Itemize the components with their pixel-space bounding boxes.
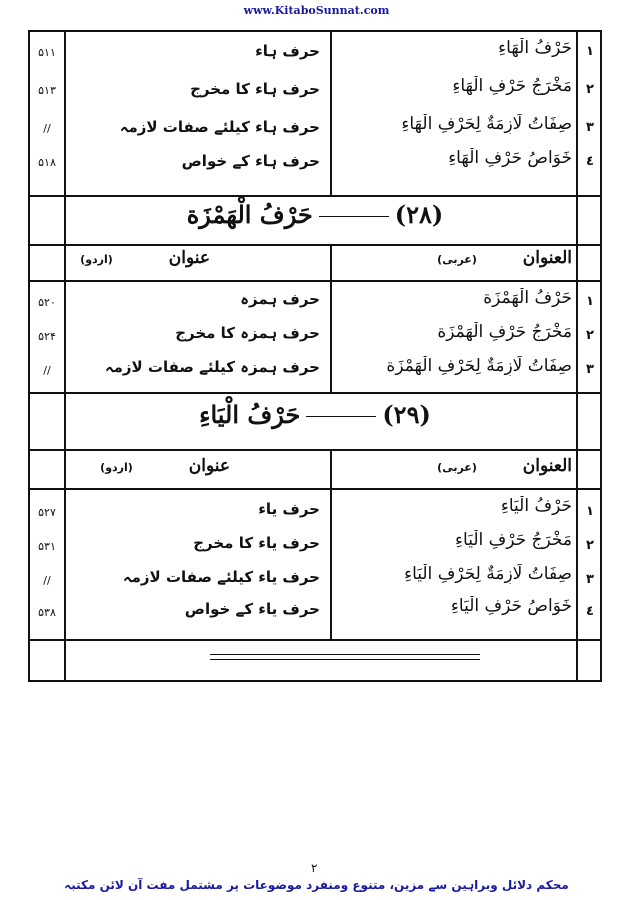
column-header-urdu [70,248,320,268]
header-underline [30,488,600,490]
row-number: ٤ [586,604,594,619]
column-divider-page [64,32,66,680]
arabic-title: صِفَاتُ لَازِمَةٌ لِحَرْفِ الْيَاءِ [404,564,572,584]
arabic-title: مَخْرَجُ حَرْفِ الْهَاءِ [452,76,572,96]
section-separator [30,195,600,197]
index-table [28,30,602,682]
header-sub: (عربی) [437,253,477,266]
page-number: ۵۲۴ [38,330,56,343]
arabic-title: خَوَاصُ حَرْفِ الْيَاءِ [450,596,572,616]
urdu-title: حرف ہاء کے خواص [181,152,320,170]
arabic-title: مَخْرَجُ حَرْفِ الْهَمْزَة [437,322,572,342]
section-number: (۲۸) [394,200,444,229]
page-number: // [43,574,51,587]
urdu-title: حرف یاء کیلئے صفات لازمہ [122,568,320,586]
arabic-title: صِفَاتُ لَازِمَةٌ لِحَرْفِ الْهَمْزَة [386,356,572,376]
header-sub: (عربی) [437,461,477,474]
column-divider-middle [330,244,332,392]
footer-mark: ٢ [311,861,318,875]
column-divider-middle [330,32,332,195]
column-divider-num [576,32,578,680]
section-title [30,400,600,429]
row-number: ١ [586,294,594,309]
row-number: ٤ [586,154,594,169]
section-name: حَرْفُ الْيَاءِ [199,400,301,429]
urdu-title: حرف یاء [258,500,320,518]
section-name: حَرْفُ الْهَمْزَة [186,200,313,229]
urdu-title: حرف ہمزہ کا مخرج [175,324,320,342]
page-number: ۵۱۸ [38,156,56,169]
urdu-title: حرف ہمزہ کیلئے صفات لازمہ [104,358,320,376]
urdu-title: حرف یاء کے خواص [184,600,320,618]
header-sub: (اردو) [80,253,113,266]
title-dash [319,216,389,217]
urdu-title: حرف یاء کا مخرج [193,534,320,552]
arabic-title: خَوَاصُ حَرْفِ الْهَاءِ [448,148,572,168]
column-header-arabic [334,248,572,268]
row-number: ١ [586,504,594,519]
page-number: ۵۲۰ [38,296,56,309]
arabic-title: حَرْفُ الْيَاءِ [500,496,572,516]
urdu-title: حرف ہمزہ [240,290,320,308]
page-number: ۵۳۱ [38,540,56,553]
page-number: ۵۱۳ [38,84,56,97]
footer-tagline: محکم دلائل وبراہین سے مزین، متنوع ومنفرد موضوعات پر مشتمل مفت آن لائن مکتبہ [64,878,569,892]
column-header-arabic [334,456,572,476]
site-url[interactable]: www.KitaboSunnat.com [243,4,390,17]
header-label: العنوان [522,248,572,268]
page-number: ۵۲۷ [38,506,56,519]
column-header-urdu [70,456,320,476]
page-number: ۵۳۸ [38,606,56,619]
section-separator [30,244,600,246]
row-number: ٢ [586,538,594,553]
section-number: (۲۹) [382,400,431,429]
title-dash [306,416,376,417]
urdu-title: حرف ہاء کا مخرج [190,80,320,98]
arabic-title: صِفَاتُ لَازِمَةٌ لِحَرْفِ الْهَاءِ [401,114,572,134]
section-separator [30,392,600,394]
page-number: ۵۱۱ [38,46,56,59]
closing-rule [210,654,480,660]
arabic-title: مَخْرَجُ حَرْفِ الْيَاءِ [455,530,572,550]
arabic-title: حَرْفُ الْهَمْزَة [483,288,572,308]
page-number: // [43,122,51,135]
row-number: ٣ [586,362,594,377]
urdu-title: حرف ہاء کیلئے صفات لازمہ [119,118,320,136]
section-title [30,200,600,229]
header-underline [30,280,600,282]
header-label: عنوان [168,248,210,268]
header-label: العنوان [522,456,572,476]
row-number: ٣ [586,572,594,587]
header-label: عنوان [188,456,230,476]
section-separator [30,449,600,451]
urdu-title: حرف ہاء [255,42,320,60]
arabic-title: حَرْفُ الْهَاءِ [498,38,572,58]
page-number: // [43,364,51,377]
header-sub: (اردو) [100,461,133,474]
row-number: ١ [586,44,594,59]
table-end-line [30,639,600,641]
row-number: ٢ [586,82,594,97]
row-number: ٢ [586,328,594,343]
column-divider-middle [330,449,332,639]
row-number: ٣ [586,120,594,135]
